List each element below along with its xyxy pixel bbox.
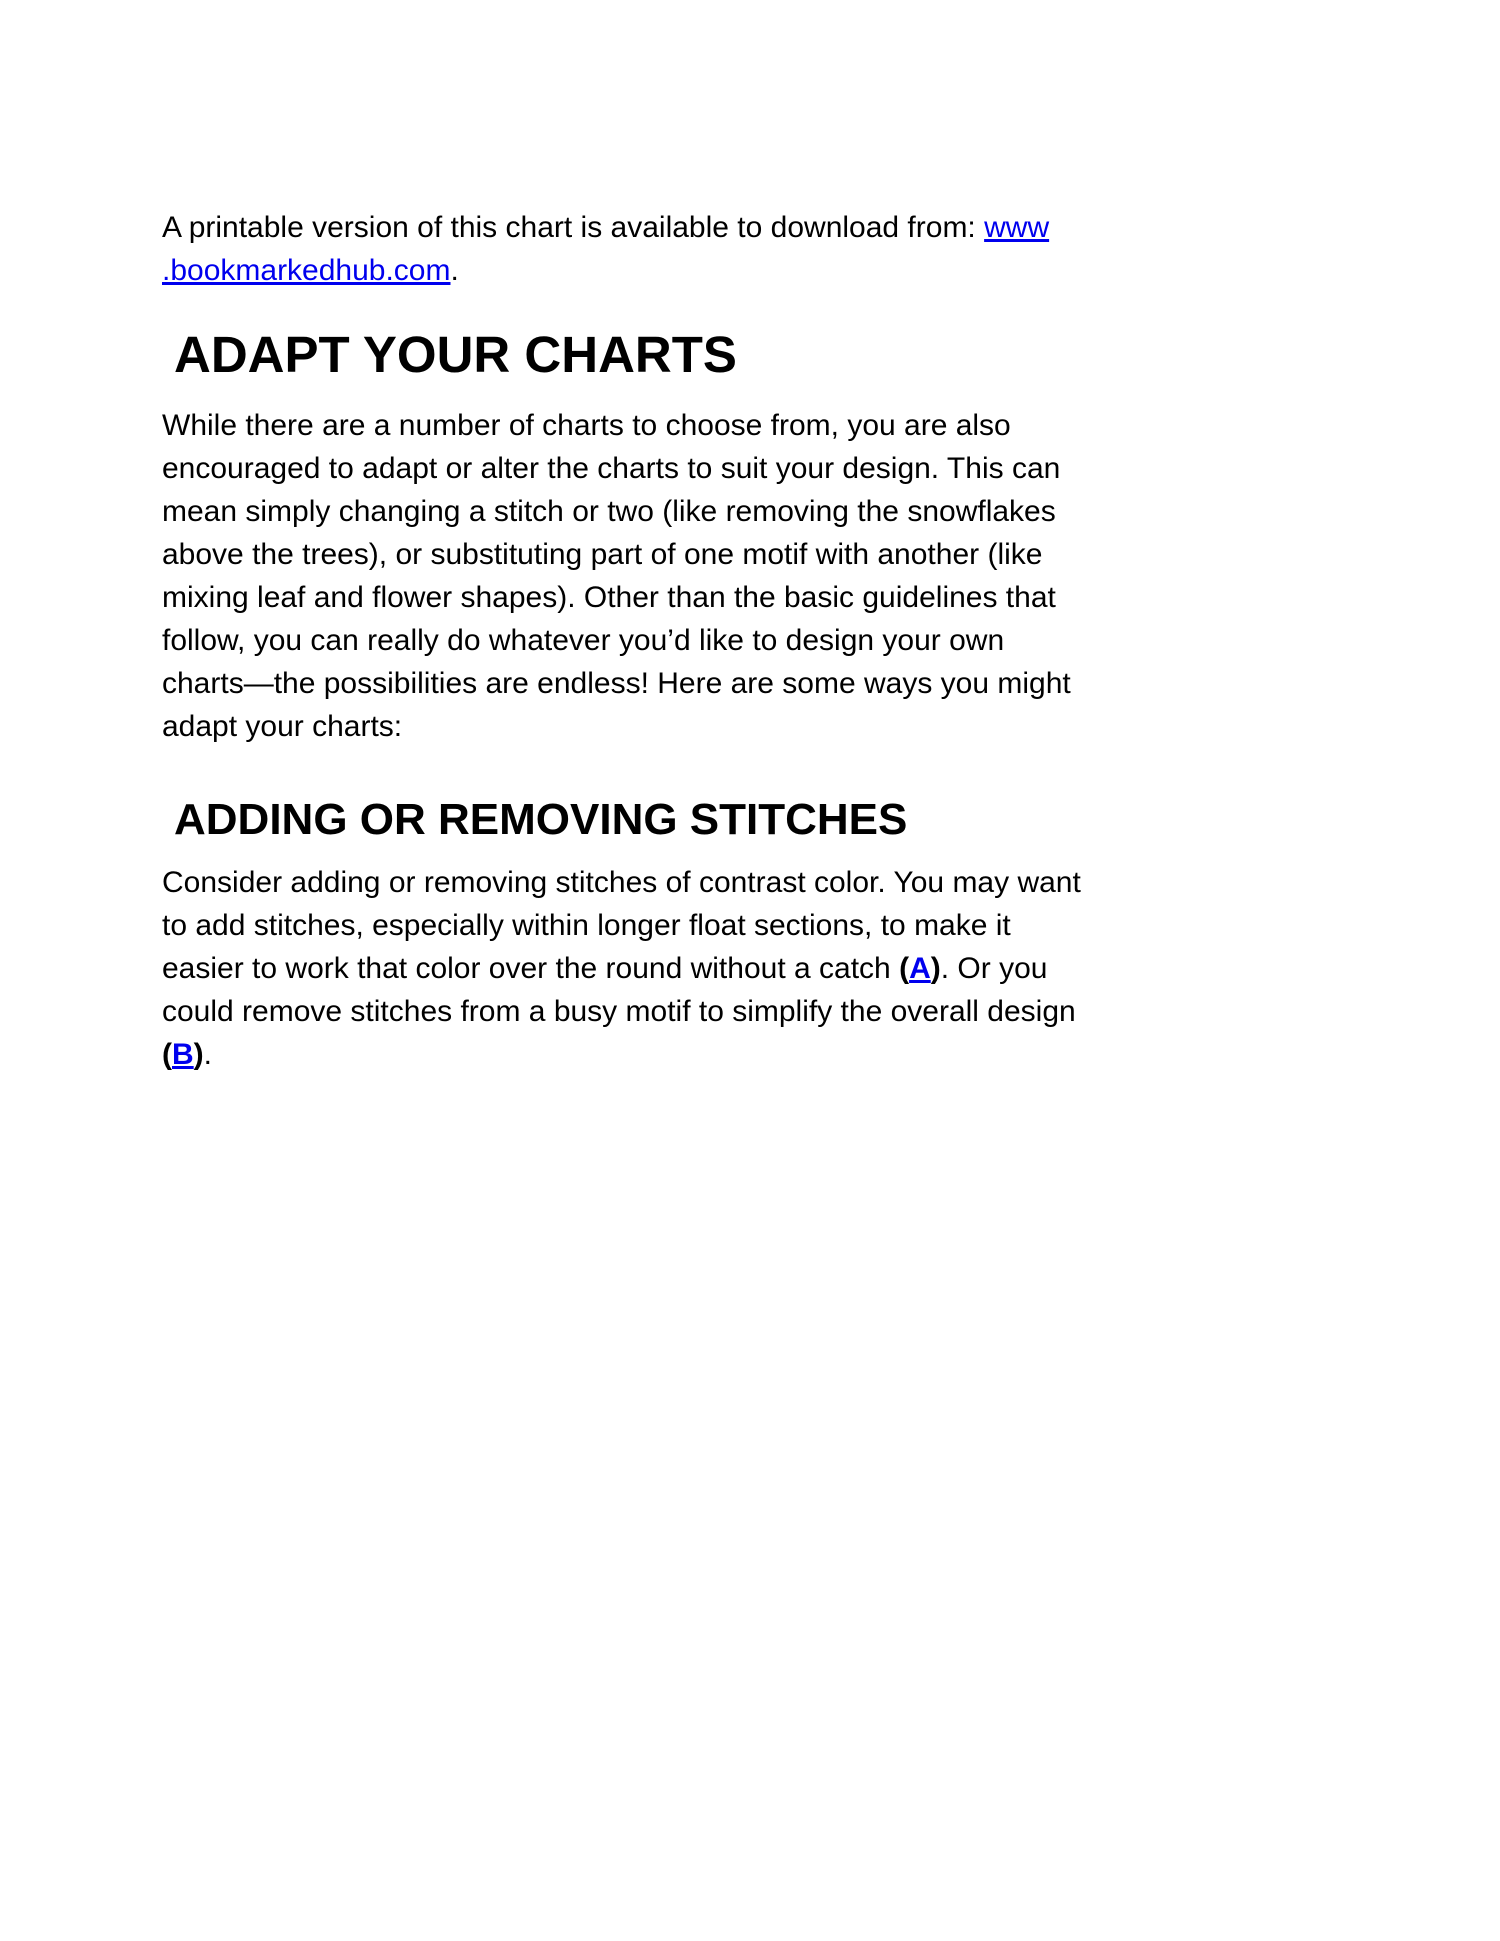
adapt-paragraph bbox=[162, 404, 1460, 748]
adapt-paragraph-line: above the trees), or substituting part of one motif with another (like bbox=[162, 538, 1043, 571]
section-heading: ADDING OR REMOVING STITCHES bbox=[174, 795, 908, 844]
adapt-paragraph-line: charts—the possibilities are endless! Here are some ways you might bbox=[162, 667, 1071, 700]
intro-paragraph bbox=[162, 206, 1460, 292]
download-link-domain[interactable]: .bookmarkedhub.com bbox=[162, 254, 451, 287]
adapt-paragraph-line: mean simply changing a stitch or two (like removing the snowflakes bbox=[162, 495, 1056, 528]
stitches-paragraph-line: to add stitches, especially within longer float sections, to make it bbox=[162, 909, 1011, 942]
chapter-heading: ADAPT YOUR CHARTS bbox=[174, 326, 737, 383]
adapt-paragraph-line: mixing leaf and flower shapes). Other than the basic guidelines that bbox=[162, 581, 1056, 614]
stitches-paragraph-end: . bbox=[203, 1038, 213, 1071]
stitches-paragraph-line: could remove stitches from a busy motif to simplify the overall design bbox=[162, 995, 1076, 1028]
figure-b-link[interactable]: B bbox=[172, 1038, 194, 1071]
adapt-paragraph-line: follow, you can really do whatever you’d like to design your own bbox=[162, 624, 1005, 657]
intro-text: A printable version of this chart is available to download from: bbox=[162, 211, 985, 244]
figure-b-paren-open: ( bbox=[162, 1038, 172, 1071]
intro-suffix: . bbox=[450, 254, 459, 287]
adapt-paragraph-line: encouraged to adapt or alter the charts to suit your design. This can bbox=[162, 452, 1061, 485]
stitches-paragraph-line: Consider adding or removing stitches of contrast color. You may want bbox=[162, 866, 1081, 899]
stitches-paragraph-line: easier to work that color over the round without a catch bbox=[162, 952, 900, 985]
download-link-www[interactable]: www bbox=[984, 211, 1050, 244]
adapt-paragraph-line: While there are a number of charts to choose from, you are also bbox=[162, 409, 1011, 442]
figure-a-paren-close: ) bbox=[930, 952, 941, 985]
adapt-paragraph-line: adapt your charts: bbox=[162, 710, 403, 743]
stitches-paragraph-line: . Or you bbox=[940, 952, 1048, 985]
figure-a-paren-open: ( bbox=[899, 952, 910, 985]
figure-a-link[interactable]: A bbox=[909, 952, 931, 985]
stitches-paragraph bbox=[162, 861, 1460, 1076]
figure-b-paren-close: ) bbox=[193, 1038, 204, 1071]
